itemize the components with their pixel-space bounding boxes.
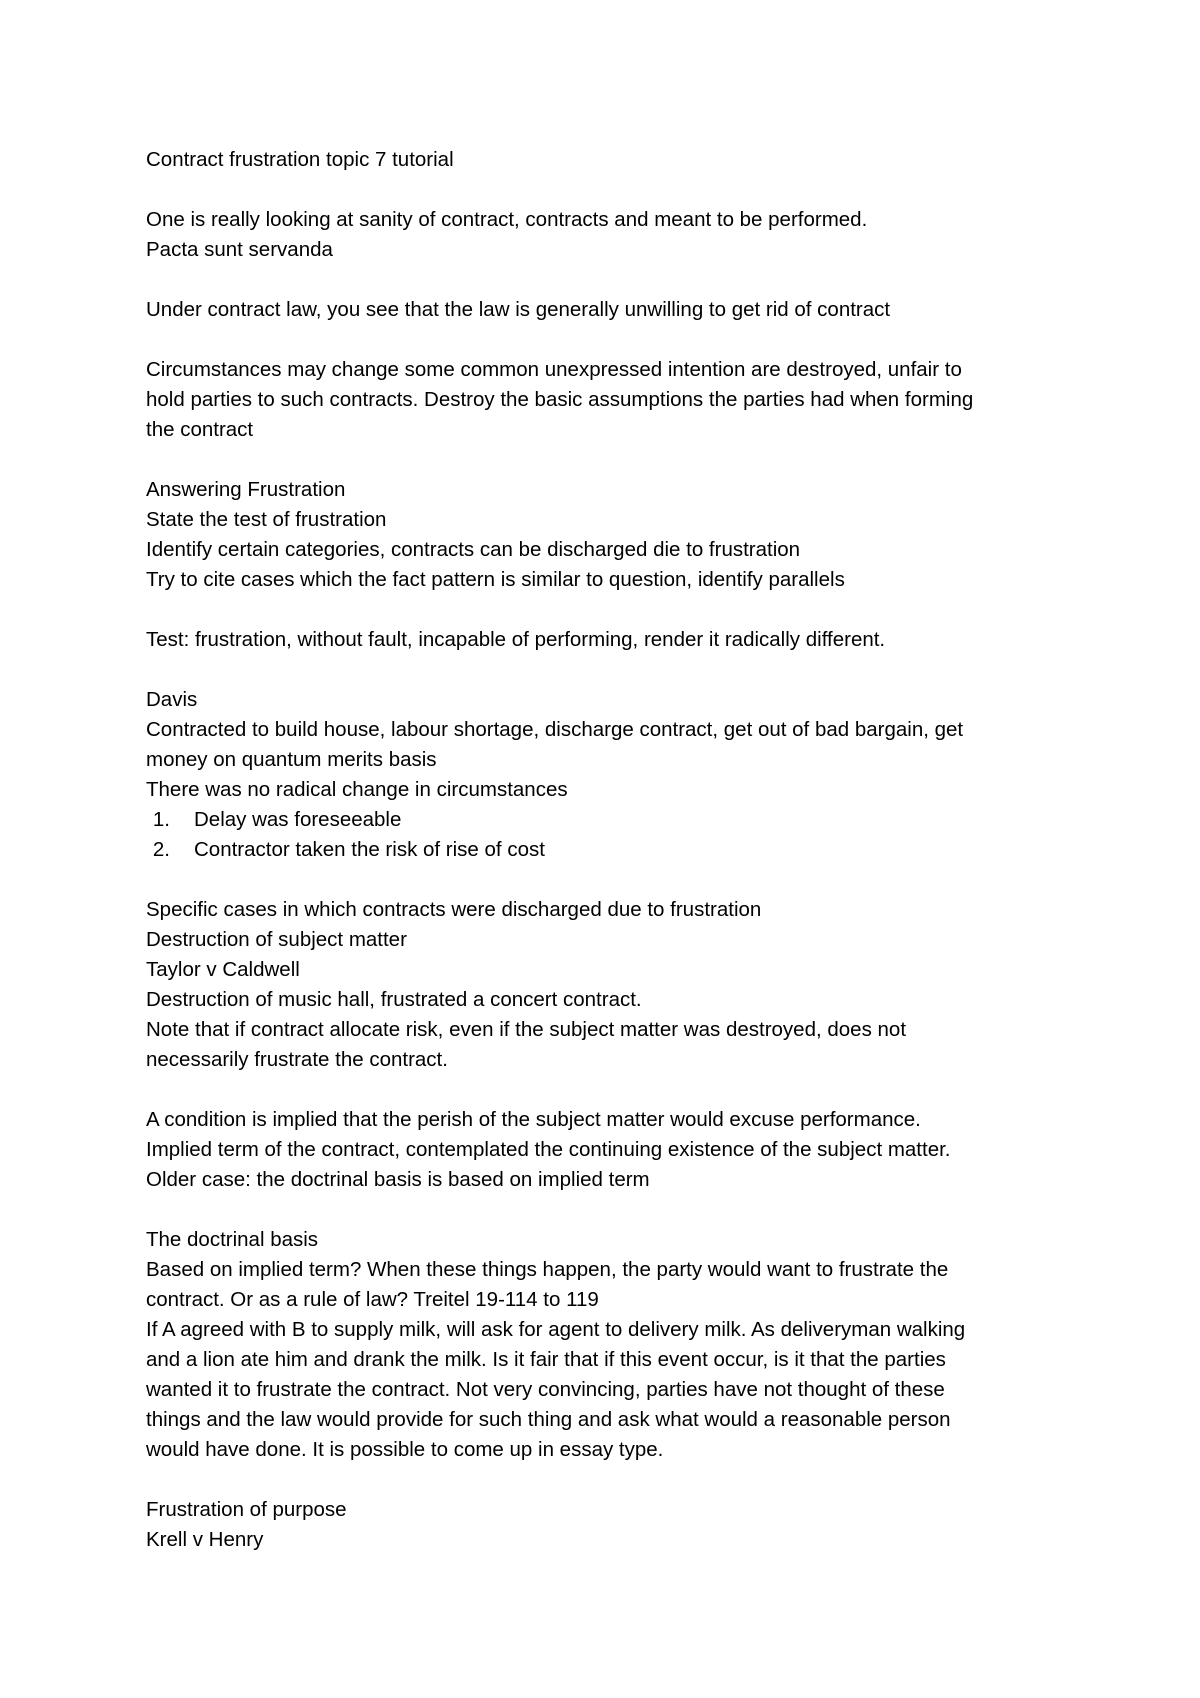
case-name: Davis [146,688,198,711]
section-heading: The doctrinal basis [146,1228,319,1251]
text-line: State the test of frustration [146,508,387,531]
paragraph-circumstances [146,355,1076,445]
numbered-list [146,805,1076,865]
paragraph-answering-frustration [146,475,1076,595]
list-number: 2. [152,838,170,861]
case-name: Krell v Henry [146,1528,264,1551]
list-number: 1. [152,808,170,831]
title-paragraph [146,145,1076,175]
text-line: Specific cases in which contracts were discharged due to frustration [146,898,762,921]
text-line: Destruction of music hall, frustrated a concert contract. [146,988,642,1011]
list-item [146,835,1076,865]
text-line: A condition is implied that the perish of the subject matter would excuse performance. [146,1108,921,1131]
paragraph-test [146,625,1076,655]
text-line: things and the law would provide for such thing and ask what would a reasonable person [146,1408,951,1431]
list-item-text: Contractor taken the risk of rise of cost [194,838,545,861]
text-line: Based on implied term? When these things happen, the party would want to frustrate the [146,1258,949,1281]
text-line: necessarily frustrate the contract. [146,1048,448,1071]
paragraph-sanity [146,205,1076,265]
paragraph-specific-cases [146,895,1076,1075]
text-line: would have done. It is possible to come up in essay type. [146,1438,664,1461]
paragraph-implied-condition [146,1105,1076,1195]
text-line: Under contract law, you see that the law is generally unwilling to get rid of contract [146,298,891,321]
text-line: money on quantum merits basis [146,748,437,771]
text-line: Identify certain categories, contracts can be discharged die to frustration [146,538,801,561]
text-line: and a lion ate him and drank the milk. Is it fair that if this event occur, is it that the parties [146,1348,946,1371]
list-item [146,805,1076,835]
text-line: One is really looking at sanity of contract, contracts and meant to be performed. [146,208,868,231]
text-line: Try to cite cases which the fact pattern is similar to question, identify parallels [146,568,845,591]
paragraph-contract-law [146,295,1076,325]
text-line: contract. Or as a rule of law? Treitel 19-114 to 119 [146,1288,599,1311]
text-line: wanted it to frustrate the contract. Not very convincing, parties have not thought of these [146,1378,945,1401]
text-line: hold parties to such contracts. Destroy the basic assumptions the parties had when forming [146,388,974,411]
text-line: Note that if contract allocate risk, even if the subject matter was destroyed, does not [146,1018,907,1041]
section-heading: Frustration of purpose [146,1498,347,1521]
document-body [146,145,1076,1585]
text-line: Test: frustration, without fault, incapable of performing, render it radically different. [146,628,886,651]
text-line: Destruction of subject matter [146,928,407,951]
paragraph-davis [146,685,1076,865]
text-line: Older case: the doctrinal basis is based on implied term [146,1168,650,1191]
paragraph-frustration-of-purpose [146,1495,1076,1555]
text-line: There was no radical change in circumstances [146,778,568,801]
text-line: Contracted to build house, labour shortage, discharge contract, get out of bad bargain, get [146,718,964,741]
paragraph-doctrinal-basis [146,1225,1076,1465]
text-line: Pacta sunt servanda [146,238,333,261]
list-item-text: Delay was foreseeable [194,808,402,831]
case-name: Taylor v Caldwell [146,958,300,981]
text-line: Implied term of the contract, contemplated the continuing existence of the subject matter. [146,1138,951,1161]
text-line: the contract [146,418,254,441]
document-title: Contract frustration topic 7 tutorial [146,148,454,171]
text-line: Circumstances may change some common unexpressed intention are destroyed, unfair to [146,358,962,381]
section-heading: Answering Frustration [146,478,346,501]
text-line: If A agreed with B to supply milk, will ask for agent to delivery milk. As deliveryman walking [146,1318,966,1341]
